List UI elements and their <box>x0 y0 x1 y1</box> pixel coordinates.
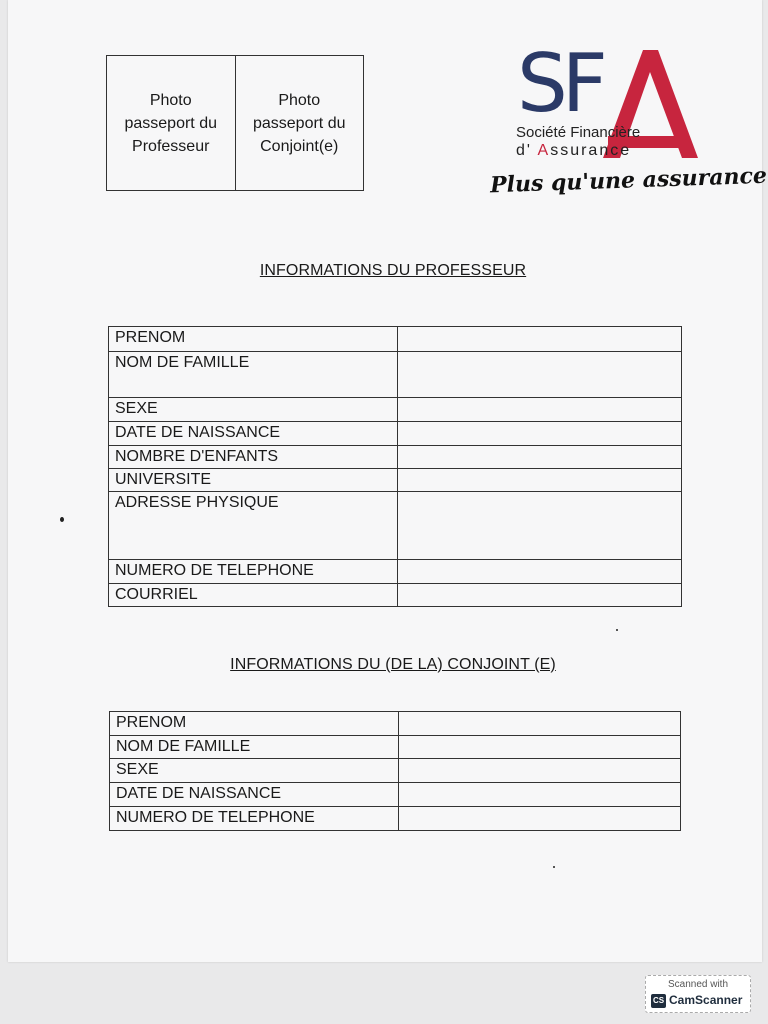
badge-app-name: CamScanner <box>669 993 743 1007</box>
spouse-field-value-prenom[interactable] <box>399 712 681 736</box>
field-label-sexe: SEXE <box>109 398 398 422</box>
field-value-date-de-naissance[interactable] <box>398 422 682 446</box>
field-label-nombre-enfants: NOMBRE D'ENFANTS <box>109 446 398 469</box>
field-label-prenom: PRENOM <box>109 327 398 352</box>
field-value-nombre-enfants[interactable] <box>398 446 682 469</box>
spouse-field-label-numero-de-telephone: NUMERO DE TELEPHONE <box>110 807 399 831</box>
logo-slogan: Plus qu'une assurance <box>489 162 768 199</box>
spouse-field-label-sexe: SEXE <box>110 759 399 783</box>
professor-info-table <box>108 326 682 607</box>
field-value-prenom[interactable] <box>398 327 682 352</box>
field-value-universite[interactable] <box>398 469 682 492</box>
spouse-field-value-numero-de-telephone[interactable] <box>399 807 681 831</box>
spouse-field-value-sexe[interactable] <box>399 759 681 783</box>
logo-company-line1: Société Financière <box>516 124 641 141</box>
scan-speck <box>616 629 618 631</box>
field-value-sexe[interactable] <box>398 398 682 422</box>
field-label-nom-de-famille: NOM DE FAMILLE <box>109 352 398 398</box>
camscanner-logo-icon: CS <box>651 994 666 1008</box>
field-value-adresse-physique[interactable] <box>398 492 682 560</box>
field-label-universite: UNIVERSITE <box>109 469 398 492</box>
scan-speck <box>60 517 64 522</box>
passport-photo-boxes <box>106 55 364 191</box>
scan-speck <box>553 866 555 868</box>
spouse-field-label-nom-de-famille: NOM DE FAMILLE <box>110 736 399 759</box>
field-label-date-de-naissance: DATE DE NAISSANCE <box>109 422 398 446</box>
professor-section-title: INFORMATIONS DU PROFESSEUR <box>259 262 527 279</box>
badge-caption: Scanned with <box>667 979 729 990</box>
field-label-adresse-physique: ADRESSE PHYSIQUE <box>109 492 398 560</box>
spouse-info-table <box>109 711 681 831</box>
spouse-field-value-date-de-naissance[interactable] <box>399 783 681 807</box>
spouse-section-title: INFORMATIONS DU (DE LA) CONJOINT (E) <box>230 656 556 673</box>
logo-monogram: SF <box>517 37 602 130</box>
spouse-photo-box: Photo passeport du Conjoint(e) <box>235 56 364 190</box>
sfa-logo <box>489 37 768 208</box>
professor-photo-box: Photo passeport du Professeur <box>124 91 217 155</box>
spouse-field-label-prenom: PRENOM <box>110 712 399 736</box>
field-value-courriel[interactable] <box>398 584 682 607</box>
field-value-nom-de-famille[interactable] <box>398 352 682 398</box>
spouse-field-value-nom-de-famille[interactable] <box>399 736 681 759</box>
camscanner-badge <box>645 975 751 1013</box>
scanned-page <box>8 0 768 962</box>
field-label-courriel: COURRIEL <box>109 584 398 607</box>
logo-company-line2: d' Assurance <box>516 142 632 159</box>
field-label-numero-de-telephone: NUMERO DE TELEPHONE <box>109 560 398 584</box>
field-value-numero-de-telephone[interactable] <box>398 560 682 584</box>
spouse-field-label-date-de-naissance: DATE DE NAISSANCE <box>110 783 399 807</box>
